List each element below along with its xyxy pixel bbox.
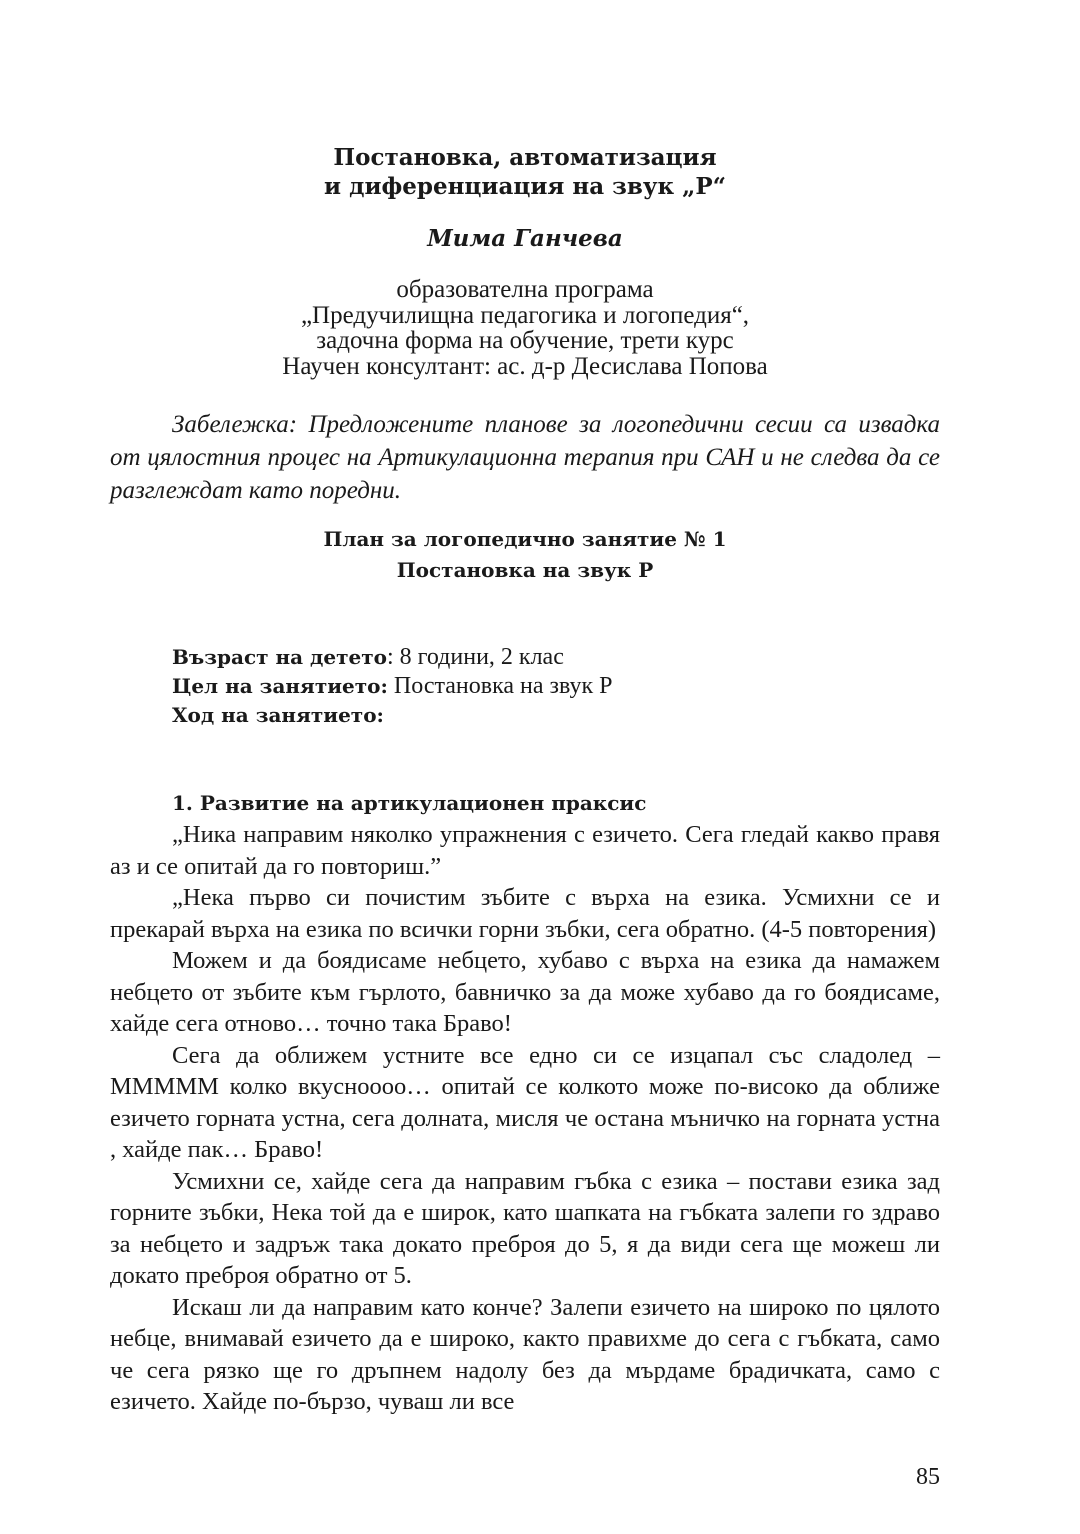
paragraph-3: Можем и да боядисаме небцето, хубаво с върха на езика да намажем небцето от зъбите към гърлото, бавничко за да може хубаво да го боядисаме, хайде сега отново… точно така Браво!	[110, 947, 940, 1037]
course-label: Ход на занятието:	[172, 703, 384, 727]
course-row	[172, 701, 940, 730]
affiliation-line-2: „Предучилищна педагогика и логопедия“,	[300, 301, 750, 329]
affiliation-line-1: образователна програма	[396, 276, 654, 303]
section-body	[110, 788, 940, 1418]
paragraph-5: Усмихни се, хайде сега да направим гъбка с езика – постави езика зад горните зъбки, Нека той да е широк, като шапката на гъбката залепи го здраво за небцето и задръж така докато преброя до 5, я да види сега ще можеш ли докато преброя обратно от 5.	[110, 1167, 940, 1289]
page-number: 85	[916, 1464, 940, 1490]
age-row	[172, 643, 940, 672]
article-title	[110, 143, 940, 201]
plan-heading-line-1: План за логопедично занятие № 1	[323, 527, 727, 551]
title-line-2: и диференциация на звук „Р“	[324, 173, 726, 200]
document-page	[110, 0, 940, 1534]
goal-value: Постановка на звук Р	[387, 673, 613, 699]
age-value: : 8 години, 2 клас	[386, 644, 564, 670]
editorial-note: Забележка: Предложените планове за логопедични сесии са извадка от цялостния процес на Артикулационна терапия при САН и не следва да се разглеждат като поредни.	[110, 411, 940, 504]
paragraph-4: Сега да оближем устните все едно си се изцапал със сладолед – МММММ колко вкусноооо… опитай се колкото може по-високо да оближе езичето горната устна, сега долната, мисля че остана мъничко на горната устна , хайде пак… Браво!	[110, 1041, 940, 1163]
author-name: Мима Ганчева	[427, 225, 623, 252]
section-title: 1. Развитие на артикулационен праксис	[172, 791, 647, 815]
goal-label: Цел на занятието:	[172, 674, 388, 698]
paragraph-6: Искаш ли да направим като конче? Залепи езичето на широко по цялото небце, внимавай езичето да е широко, както правихме до сега с гъбката, само че сега рязко ще го дръпнем надолу без да мърдаме брадичката, само с езичето. Хайде по-бързо, чуваш ли все	[110, 1293, 940, 1415]
affiliation	[110, 277, 940, 379]
paragraph-1: „Ника направим няколко упражнения с езичето. Сега гледай какво правя аз и се опитай да го повториш.”	[110, 821, 940, 880]
affiliation-line-3: задочна форма на обучение, трети курс	[316, 327, 734, 354]
title-line-1: Постановка, автоматизация	[333, 144, 717, 171]
paragraph-2: „Нека първо си почистим зъбите с върха на езика. Усмихни се и прекарай върха на езика по всички горни зъбки, сега обратно. (4-5 повторения)	[110, 884, 940, 943]
plan-heading-line-2: Постановка на звук Р	[396, 558, 654, 582]
session-meta	[172, 643, 940, 730]
plan-heading	[110, 524, 940, 586]
affiliation-line-4: Научен консултант: ас. д-р Десислава Попова	[282, 352, 768, 380]
goal-row	[172, 672, 940, 701]
age-label: Възраст на детето	[172, 645, 387, 669]
